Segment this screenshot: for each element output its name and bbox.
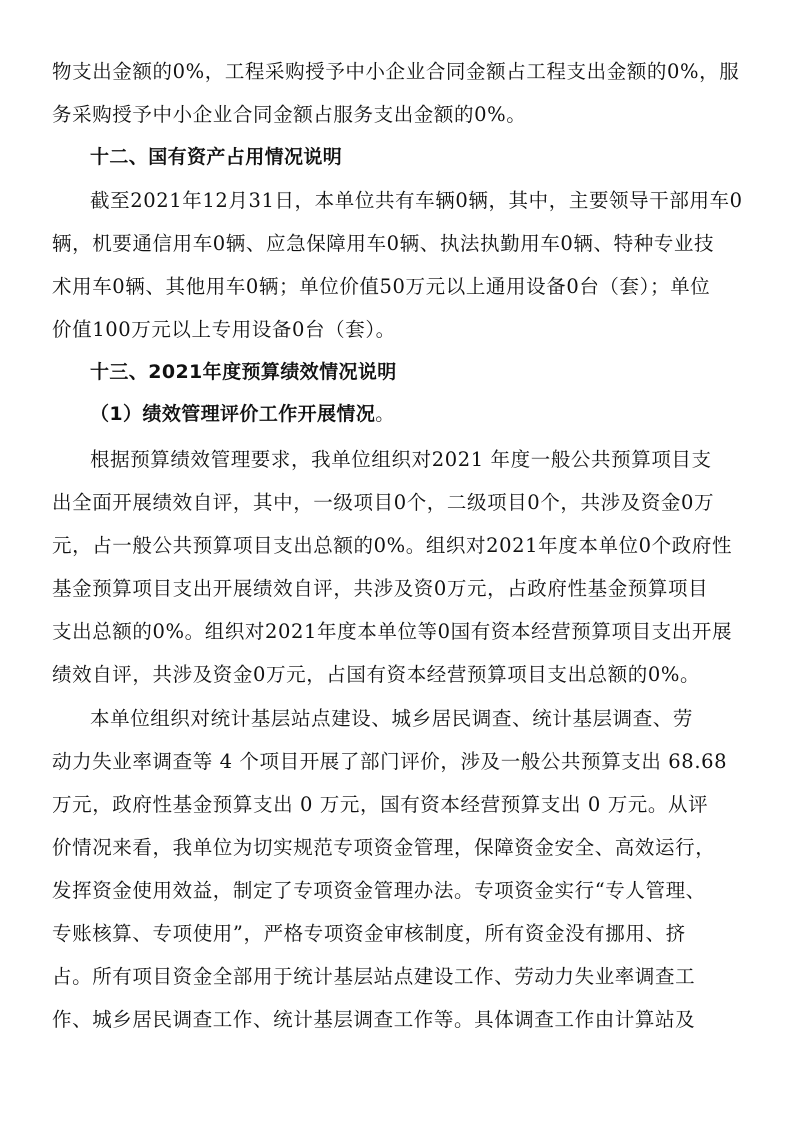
paragraph-line: 价值100万元以上专用设备0台（套）。 — [52, 318, 396, 341]
sub-heading-text: （1）绩效管理评价工作开展情况 — [90, 403, 376, 425]
paragraph-line: 动力失业率调查等 4 个项目开展了部门评价，涉及一般公共预算支出 68.68 — [52, 750, 728, 773]
paragraph-line: 出全面开展绩效自评，其中，一级项目0个，二级项目0个，共涉及资金0万 — [52, 491, 715, 514]
paragraph-line: 元，占一般公共预算项目支出总额的0%。组织对2021年度本单位0个政府性 — [52, 534, 733, 557]
paragraph-line: 绩效自评，共涉及资金0万元，占国有资本经营预算项目支出总额的0%。 — [52, 663, 701, 686]
paragraph-line: 根据预算绩效管理要求，我单位组织对2021 年度一般公共预算项目支 — [90, 448, 712, 471]
paragraph-line: 专账核算、专项使用”，严格专项资金审核制度，所有资金没有挪用、挤 — [52, 922, 686, 945]
sub-heading-period: 。 — [375, 403, 395, 425]
sub-heading-evaluation — [90, 400, 395, 428]
paragraph-line: 本单位组织对统计基层站点建设、城乡居民调查、统计基层调查、劳 — [90, 707, 694, 730]
paragraph-line: 万元，政府性基金预算支出 0 万元，国有资本经营预算支出 0 万元。从评 — [52, 793, 709, 816]
section-heading-state-assets: 十二、国有资产占用情况说明 — [90, 146, 343, 168]
paragraph-line: 术用车0辆、其他用车0辆；单位价值50万元以上通用设备0台（套）；单位 — [52, 275, 711, 298]
paragraph-line: 作、城乡居民调查工作、统计基层调查工作等。具体调查工作由计算站及 — [52, 1008, 696, 1031]
paragraph-line: 截至2021年12月31日，本单位共有车辆0辆，其中，主要领导干部用车0 — [90, 189, 743, 212]
paragraph-line: 支出总额的0%。组织对2021年度本单位等0国有资本经营预算项目支出开展 — [52, 620, 733, 643]
paragraph-line: 发挥资金使用效益，制定了专项资金管理办法。专项资金实行“专人管理、 — [52, 879, 706, 902]
paragraph-line: 务采购授予中小企业合同金额占服务支出金额的0%。 — [52, 103, 527, 126]
paragraph-line: 物支出金额的0%，工程采购授予中小企业合同金额占工程支出金额的0%，服 — [52, 60, 740, 83]
paragraph-line: 辆，机要通信用车0辆、应急保障用车0辆、执法执勤用车0辆、特种专业技 — [52, 232, 715, 255]
paragraph-line: 占。所有项目资金全部用于统计基层站点建设工作、劳动力失业率调查工 — [52, 965, 696, 988]
paragraph-line: 基金预算项目支出开展绩效自评，共涉及资0万元，占政府性基金预算项目 — [52, 577, 709, 600]
paragraph-line: 价情况来看，我单位为切实规范专项资金管理，保障资金安全、高效运行， — [52, 836, 716, 859]
section-heading-performance: 十三、2021年度预算绩效情况说明 — [90, 361, 397, 383]
